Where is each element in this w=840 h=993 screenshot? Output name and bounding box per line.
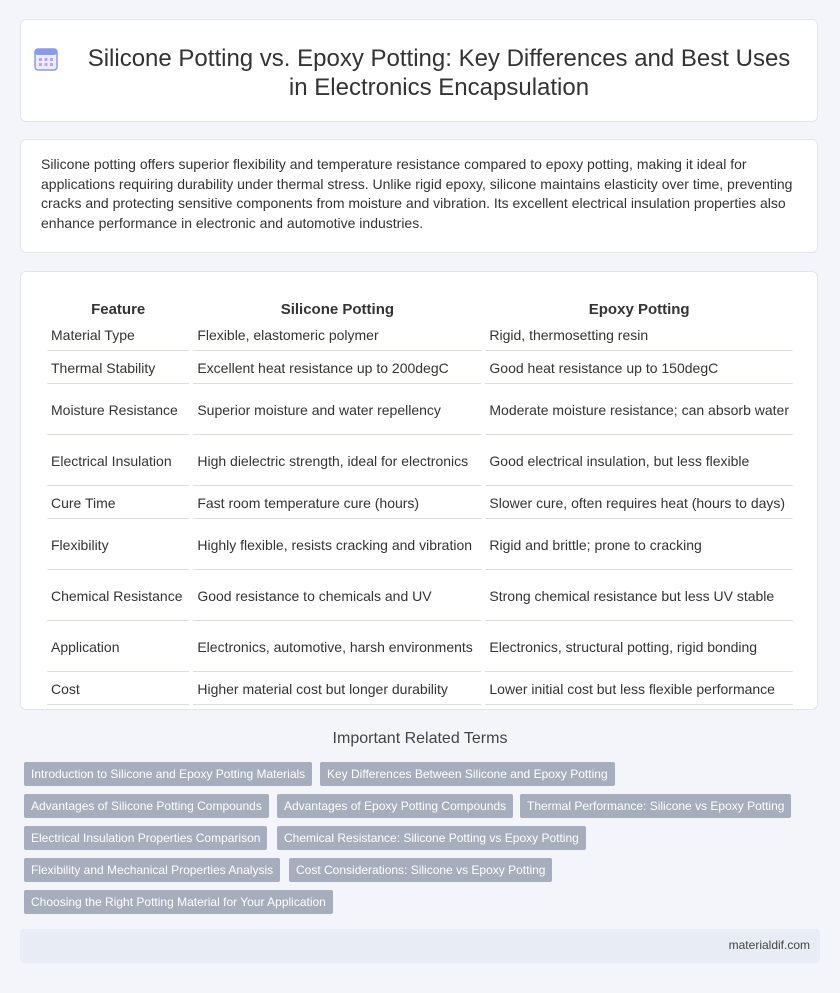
feature-cell: Flexibility [47,521,189,570]
table-row [47,623,793,672]
calendar-icon [33,46,59,72]
silicone-cell: Superior moisture and water repellency [193,386,481,435]
feature-cell: Cure Time [47,488,189,519]
header-feature: Feature [91,300,146,318]
table-row [47,320,793,351]
epoxy-cell: Rigid, thermosetting resin [485,320,793,351]
footer-site-link[interactable]: materialdif.com [728,938,810,952]
title-card [20,19,818,122]
related-term-tag[interactable]: Chemical Resistance: Silicone Potting vs Epoxy Potting [277,826,586,850]
header-silicone: Silicone Potting [280,300,395,318]
silicone-cell: Higher material cost but longer durability [193,674,481,705]
related-term-tag[interactable]: Electrical Insulation Properties Comparison [24,826,267,850]
related-term-tag[interactable]: Introduction to Silicone and Epoxy Potting Materials [24,762,312,786]
feature-cell: Electrical Insulation [47,437,189,486]
table-row [47,674,793,705]
related-term-tag[interactable]: Flexibility and Mechanical Properties Analysis [24,858,280,882]
table-header-row [47,296,793,318]
related-term-tag[interactable]: Key Differences Between Silicone and Epoxy Potting [320,762,615,786]
footer [20,929,820,963]
header-epoxy: Epoxy Potting [588,300,690,318]
related-term-tag[interactable]: Choosing the Right Potting Material for Your Application [24,890,333,914]
silicone-cell: Good resistance to chemicals and UV [193,572,481,621]
table-row [47,572,793,621]
feature-cell: Thermal Stability [47,353,189,384]
comparison-table-card [20,271,818,710]
silicone-cell: Highly flexible, resists cracking and vibration [193,521,481,570]
epoxy-cell: Good heat resistance up to 150degC [485,353,793,384]
silicone-cell: Excellent heat resistance up to 200degC [193,353,481,384]
table-row [47,353,793,384]
intro-paragraph: Silicone potting offers superior flexibility and temperature resistance compared to epoxy potting, making it ideal for applications requiring durability under thermal stress. Unlike rigid epoxy, silicone maintains elasticity over time, preventing cracks and protecting sensitive components from moisture and vibration. Its excellent electrical insulation properties also enhance performance in electronic and automotive industries. [41,156,793,231]
page-title: Silicone Potting vs. Epoxy Potting: Key Differences and Best Uses in Electronics Encapsulation [87,45,791,101]
comparison-table [43,294,797,707]
silicone-cell: High dielectric strength, ideal for electronics [193,437,481,486]
table-row [47,488,793,519]
silicone-cell: Electronics, automotive, harsh environments [193,623,481,672]
feature-cell: Application [47,623,189,672]
table-row [47,386,793,435]
silicone-cell: Flexible, elastomeric polymer [193,320,481,351]
epoxy-cell: Good electrical insulation, but less flexible [485,437,793,486]
epoxy-cell: Rigid and brittle; prone to cracking [485,521,793,570]
related-term-tag[interactable]: Advantages of Epoxy Potting Compounds [277,794,513,818]
feature-cell: Material Type [47,320,189,351]
related-term-tag[interactable]: Cost Considerations: Silicone vs Epoxy Potting [289,858,552,882]
related-term-tag[interactable]: Thermal Performance: Silicone vs Epoxy Potting [520,794,791,818]
feature-cell: Moisture Resistance [47,386,189,435]
table-row [47,521,793,570]
epoxy-cell: Slower cure, often requires heat (hours to days) [485,488,793,519]
epoxy-cell: Moderate moisture resistance; can absorb water [485,386,793,435]
epoxy-cell: Electronics, structural potting, rigid bonding [485,623,793,672]
related-terms-heading: Important Related Terms [332,730,508,747]
feature-cell: Chemical Resistance [47,572,189,621]
epoxy-cell: Lower initial cost but less flexible performance [485,674,793,705]
table-row [47,437,793,486]
feature-cell: Cost [47,674,189,705]
intro-card [20,139,818,253]
related-term-tag[interactable]: Advantages of Silicone Potting Compounds [24,794,269,818]
silicone-cell: Fast room temperature cure (hours) [193,488,481,519]
epoxy-cell: Strong chemical resistance but less UV stable [485,572,793,621]
